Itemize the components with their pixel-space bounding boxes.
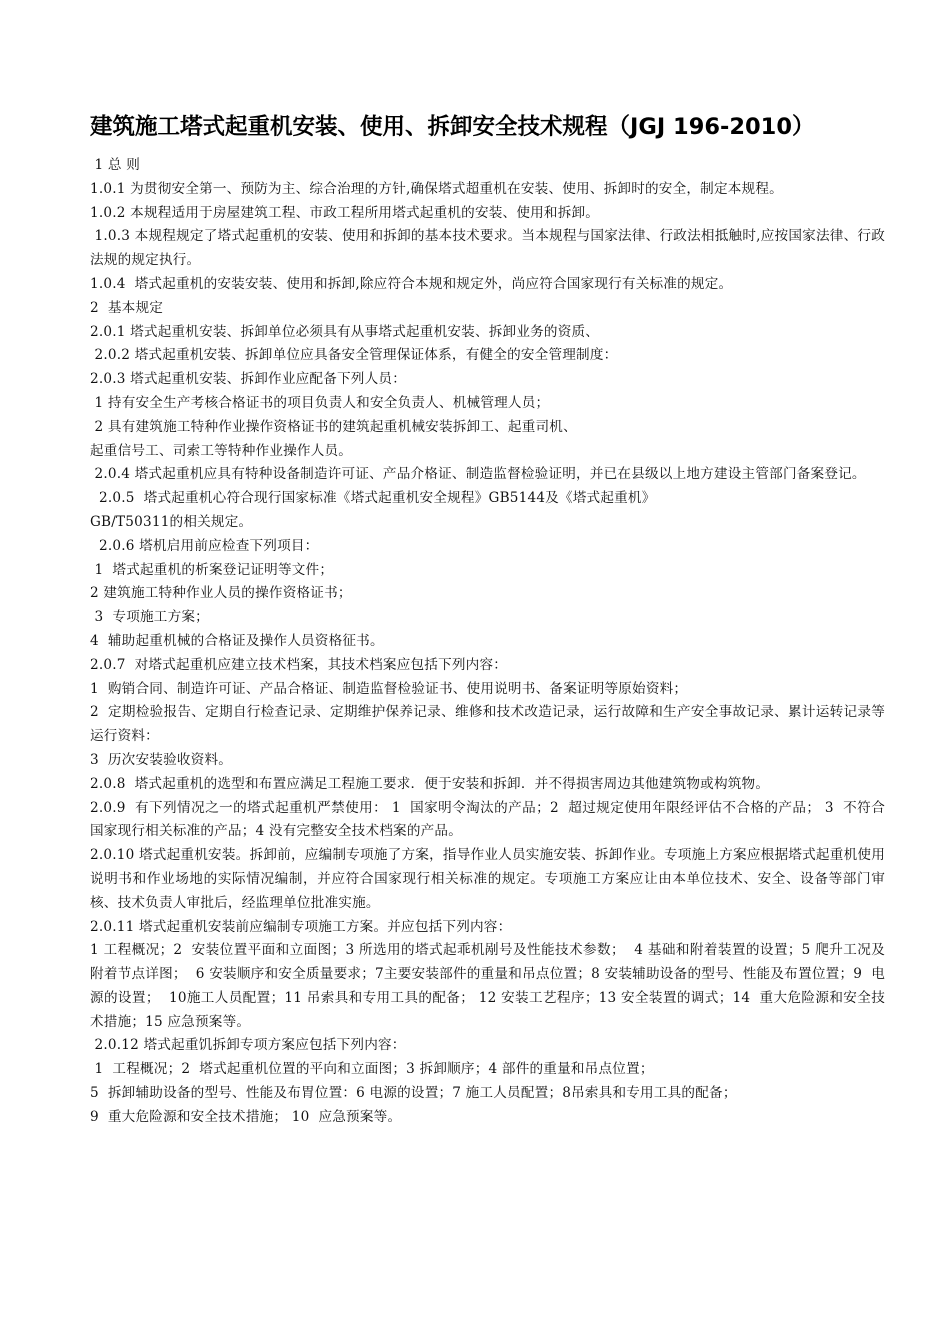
- paragraph: 5 拆卸辅助设备的型号、性能及布胃位置：6 电源的设置；7 施工人员配置；8吊索具和专用工具的配备；: [90, 1085, 737, 1102]
- paragraph: 4 辅助起重机械的合格证及操作人员资格征书。: [90, 632, 384, 649]
- paragraph: 2.0.5 塔式起重机心符合现行国家标准《塔式起重机安全规程》GB5144及《塔式起重机》: [90, 490, 656, 507]
- paragraph: 2.0.9 有下列情况之一的塔式起重机严禁使用： 1 国家明令淘汰的产品；2 超过规定使用年限经评估不合格的产品； 3 不符合国家现行相关标准的产品；4 没有完整安全技术档案的产品。: [90, 799, 885, 840]
- paragraph: 2.0.8 塔式起重机的选型和布置应满足工程施工要求．便于安装和拆卸．并不得损害周边其他建筑物或构筑物。: [90, 775, 770, 792]
- paragraph: 1 持有安全生产考核合格证书的项目负责人和安全负责人、机械管理人员；: [90, 394, 550, 411]
- paragraph: 起重信号工、司索工等特种作业操作人员。: [90, 442, 353, 459]
- paragraph: 2.0.2 塔式起重机安装、拆卸单位应具备安全管理保证体系，有健全的安全管理制度：: [90, 347, 618, 364]
- document-body: [90, 154, 885, 1130]
- paragraph: 1 工程概况；2 安装位置平面和立面图；3 所选用的塔式起乖机剐号及性能技术参数； 4 基础和附着装置的设置；5 爬升工况及附着节点详图； 6 安装顺序和安全质量要求；7主要安装部件的重量和吊点位置；8 安装辅助设备的型号、性能及布置位置；9 电源的设置； 10施工人员配置；11 吊索具和专用工具的配备； 12 安装工艺程序；13 安全装置的调式；14 重大危险源和安全技术措施；15 应急预案等。: [90, 942, 885, 1030]
- paragraph: 1 总 则: [90, 157, 141, 173]
- paragraph: 1 购销合同、制造许可证、产品合格证、制造监督检验证书、使用说明书、备案证明等原始资料；: [90, 680, 688, 697]
- paragraph: 1.0.2 本规程适用于房屋建筑工程、市政工程所用塔式起重机的安装、使用和拆卸。: [90, 204, 600, 221]
- paragraph: 2.0.12 塔式起重饥拆卸专项方案应包括下列内容：: [90, 1037, 406, 1054]
- paragraph: GB/T50311的相关规定。: [90, 513, 253, 530]
- paragraph: 2.0.7 对塔式起重机应建立技术档案，其技术档案应包括下列内容：: [90, 656, 508, 673]
- paragraph: 2.0.11 塔式起重机安装前应编制专项施工方案。并应包括下列内容：: [90, 918, 512, 935]
- document-page: [90, 110, 885, 1130]
- paragraph: 1.0.4 塔式起重机的安装安装、使用和拆卸,除应符合本规和规定外，尚应符合国家现行有关标准的规定。: [90, 275, 733, 292]
- paragraph: 1 塔式起重机的析案登记证明等文件；: [90, 561, 334, 578]
- paragraph: 9 重大危险源和安全技术措施； 10 应急预案等。: [90, 1108, 402, 1125]
- paragraph: 2.0.10 塔式起重机安装。拆卸前，应编制专项施了方案，指导作业人员实施安装、拆卸作业。专项施上方案应根据塔式起重机使用说明书和作业场地的实际情况编制，并应符合国家现行相关标准的规定。专项施工方案应让由本单位技术、安全、设备等部门审核、技术负责人审批后，经监理单位批准实施。: [90, 847, 885, 911]
- paragraph: 2.0.6 塔机启用前应检查下列项目：: [90, 537, 319, 554]
- paragraph: 2 基本规定: [90, 299, 164, 316]
- paragraph: 1 工程概况；2 塔式起重机位置的平向和立面图；3 拆卸顺序；4 部件的重量和吊点位置；: [90, 1061, 654, 1078]
- document-title: 建筑施工塔式起重机安装、使用、拆卸安全技术规程（JGJ 196-2010）: [90, 114, 815, 140]
- paragraph: 2.0.3 塔式起重机安装、拆卸作业应配备下列人员：: [90, 371, 406, 388]
- paragraph: 2 定期检验报告、定期自行检查记录、定期维护保养记录、维修和技术改造记录，运行故障和生产安全事故记录、累计运转记录等运行资料：: [90, 704, 885, 745]
- paragraph: 2.0.4 塔式起重机应具有特种设备制造许可证、产品介格证、制造监督检验证明，并已在县级以上地方建设主管部门备案登记。: [90, 466, 866, 483]
- paragraph: 2 具有建筑施工特种作业操作资格证书的建筑起重机械安装拆卸工、起重司机、: [90, 418, 577, 435]
- paragraph: 2.0.1 塔式起重机安装、拆卸单位必须具有从事塔式起重机安装、拆卸业务的资质、: [90, 323, 600, 340]
- paragraph: 1.0.3 本规程规定了塔式起重机的安装、使用和拆卸的基本技术要求。当本规程与国家法律、行政法相抵触时,应按国家法律、行政法规的规定执行。: [90, 228, 885, 269]
- paragraph: 2 建筑施工特种作业人员的操作资格证书；: [90, 585, 352, 602]
- paragraph: 3 专项施工方案；: [90, 609, 209, 626]
- paragraph: 1.0.1 为贯彻安全第一、预防为主、综合治理的方针,确保塔式超重机在安装、使用、拆卸时的安全，制定本规程。: [90, 180, 783, 197]
- paragraph: 3 历次安装验收资料。: [90, 751, 233, 768]
